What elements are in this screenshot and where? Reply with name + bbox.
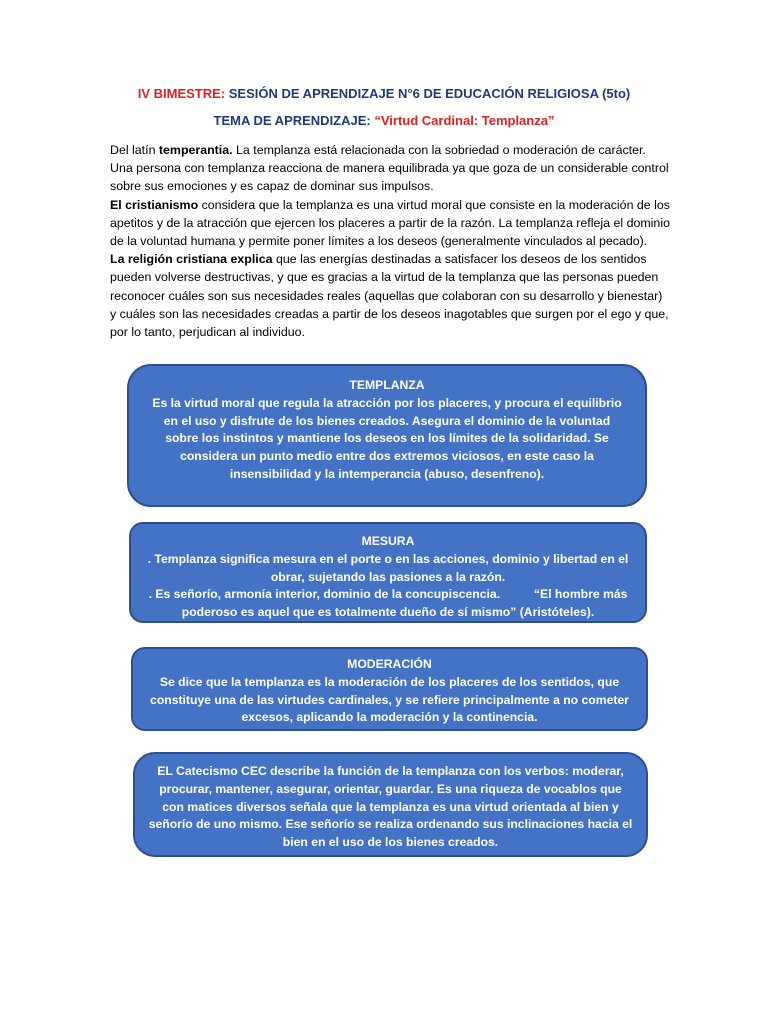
intro-p1-text: La templanza está relacionada con la sobriedad o moderación de carácter. Una persona con templanza reacciona de manera equilibrada ya que goza de un considerable control sobre sus emociones y es capaz de dominar sus impulsos. [110, 143, 669, 194]
mesura-line: . Templanza significa mesura en el porte o en las acciones, dominio y libertad en el [147, 551, 629, 566]
bimestre-label: IV BIMESTRE: [137, 86, 226, 101]
moderacion-line: Se dice que la templanza es la moderación de los placeres de los sentidos, que [159, 674, 620, 689]
templanza-line: considera un punto medio entre dos extremos viciosos, en este caso la [180, 449, 594, 464]
templanza-line: en el uso y disfrute de los bienes creados. Asegura el dominio de la voluntad [163, 413, 611, 428]
intro-paragraph-cristianismo [110, 196, 670, 251]
topic-label: TEMA DE APRENDIZAJE: [213, 113, 375, 128]
templanza-line: Es la virtud moral que regula la atracción por los placeres, y procura el equilibrio [152, 395, 622, 410]
intro-text [110, 141, 670, 341]
header-title [0, 86, 768, 102]
catecismo-box [133, 752, 648, 857]
moderacion-line: constituye una de las virtudes cardinales, y se refiere principalmente a no cometer [150, 692, 629, 707]
moderacion-line: excesos, aplicando la moderación y la continencia. [241, 710, 538, 725]
catecismo-line: procurar, mantener, asegurar, orientar, guardar. Es una riqueza de vocablos que [159, 781, 622, 796]
topic-name: “Virtud Cardinal: Templanza” [374, 113, 555, 128]
intro-p2-bold: El cristianismo [110, 197, 199, 212]
moderacion-box [131, 647, 648, 731]
intro-p3-bold: La religión cristiana explica [110, 252, 273, 267]
intro-p3-text: que las energías destinadas a satisfacer los deseos de los sentidos pueden volverse destructivas, y que es gracias a la virtud de la templanza que las personas pueden reconocer cuáles son sus necesidades reales (aquellas que colaboran con su desarrollo y bienestar) y cuáles son las necesidades creadas a partir de los deseos inagotables que surgen por el ego y que, por lo tanto, perjudican al individuo. [110, 252, 669, 340]
catecismo-line: bien en el uso de los bienes creados. [282, 835, 499, 850]
templanza-line: insensibilidad y la intemperancia (abuso, desenfreno). [229, 466, 545, 481]
mesura-line: poderoso es aquel que es totalmente dueño de sí mismo” (Aristóteles). [181, 605, 595, 620]
topic-title [0, 113, 768, 129]
intro-p2-text: considera que la templanza es una virtud moral que consiste en la moderación de los apetitos y de la atracción que ejercen los placeres a partir de la razón. La templanza refleja el dominio de la voluntad humana y permite poner límites a los deseos (generalmente vinculados al pecado). [110, 197, 670, 249]
mesura-box-title: MESURA [361, 534, 415, 548]
mesura-line: . Es señorío, armonía interior, dominio de la concupiscencia. “El hombre más [148, 587, 628, 602]
intro-p1-pre: Del latín [110, 143, 159, 157]
catecismo-line: señorío de uno mismo. Ese señorío se realiza ordenando sus inclinaciones hacia el [148, 817, 633, 832]
intro-paragraph-latin [110, 141, 670, 196]
templanza-line: sobre los instintos y mantiene los deseos en los límites de la solidaridad. Se [165, 431, 609, 446]
catecismo-line: EL Catecismo CEC describe la función de la templanza con los verbos: moderar, [157, 764, 624, 778]
intro-p1-bold: temperantia. [158, 143, 233, 157]
mesura-box [129, 522, 647, 623]
intro-paragraph-religion [110, 250, 670, 341]
templanza-box-title: TEMPLANZA [349, 378, 425, 392]
mesura-line: obrar, sujetando las pasiones a la razón. [270, 569, 506, 584]
catecismo-line: con matices diversos señala que la templanza es una virtud orientada al bien y [162, 799, 619, 814]
moderacion-box-title: MODERACIÓN [347, 657, 432, 671]
templanza-box [127, 364, 647, 507]
session-title: SESIÓN DE APRENDIZAJE N°6 DE EDUCACIÓN RELIGIOSA (5to) [225, 86, 631, 101]
